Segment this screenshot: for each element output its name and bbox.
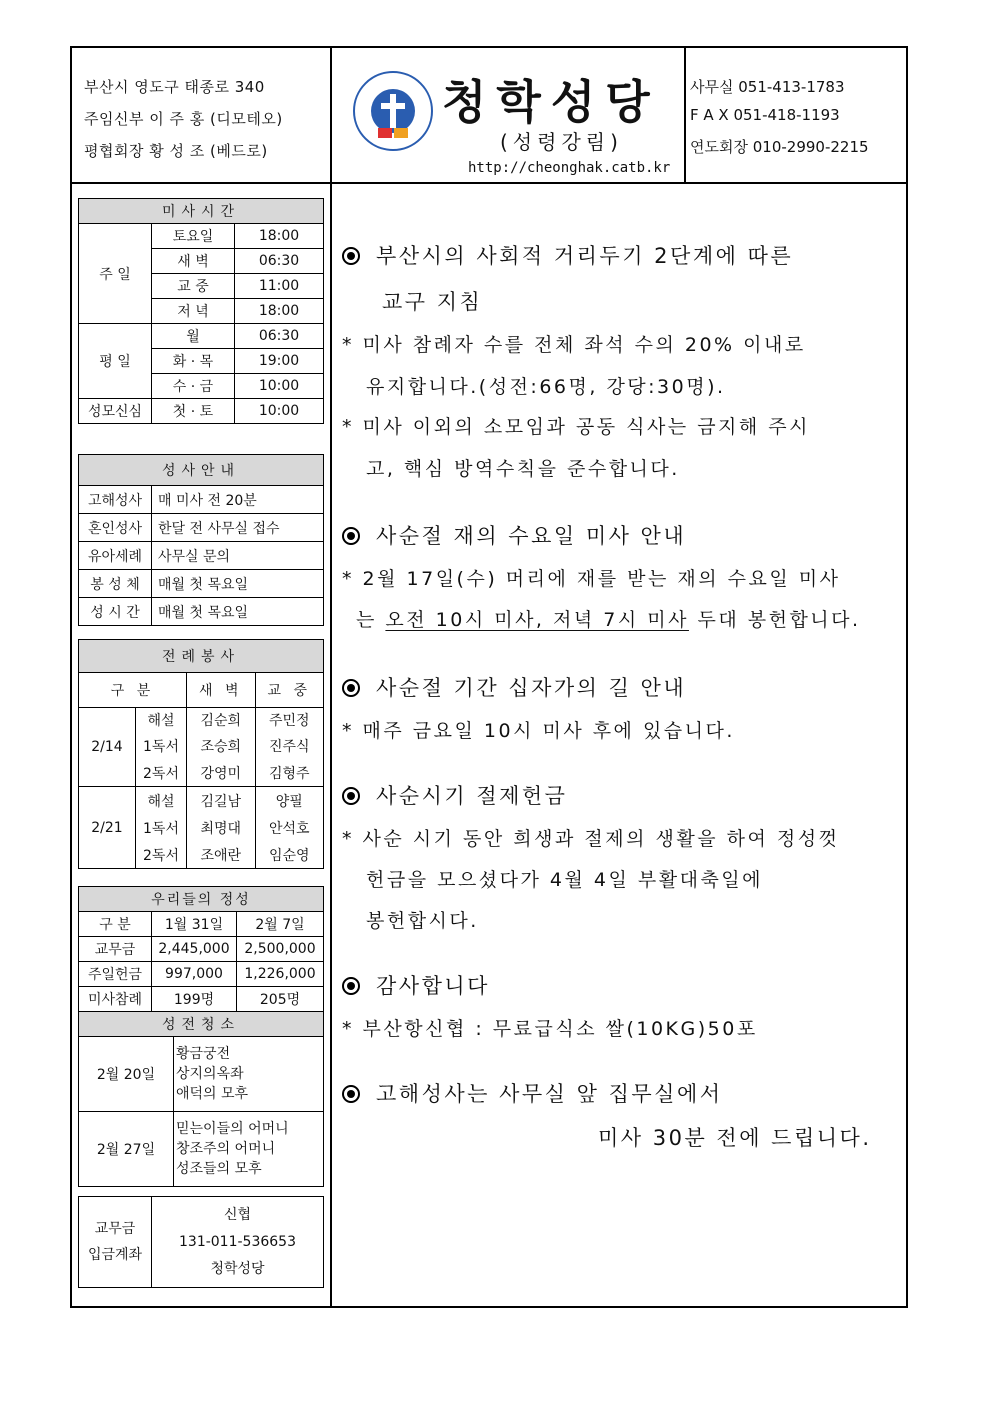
liturgy-role: 해설 xyxy=(136,787,187,815)
liturgy-server: 주민정 xyxy=(255,708,324,733)
offering-label: 주일헌금 xyxy=(79,962,152,987)
liturgy-server: 최명대 xyxy=(187,814,256,841)
notice-heading-cont: 미사 30분 전에 드립니다. xyxy=(598,1126,872,1150)
offering-value: 2,445,000 xyxy=(152,937,237,962)
mass-times-title: 미사시간 xyxy=(79,199,324,224)
notice-line: 고, 핵심 방역수칙을 준수합니다. xyxy=(366,458,680,480)
liturgical-day: (성령강림) xyxy=(500,130,623,154)
cleaning-group: 상지의옥좌 xyxy=(176,1066,244,1082)
sacrament-label: 혼인성사 xyxy=(79,514,152,542)
offering-value: 1,226,000 xyxy=(237,962,324,987)
liturgy-server: 안석호 xyxy=(255,814,324,841)
liturgy-role: 2독서 xyxy=(136,841,187,869)
offering-label: 교무금 xyxy=(79,937,152,962)
sunday-label: 주 일 xyxy=(79,224,152,324)
liturgy-service-table xyxy=(78,639,324,869)
cleaning-table xyxy=(78,1011,324,1187)
header-info xyxy=(72,48,332,182)
mass-time: 10:00 xyxy=(235,399,324,424)
offerings-col-header: 1월 31일 xyxy=(152,912,237,937)
sacrament-label: 유아세례 xyxy=(79,542,152,570)
mass-day: 저 녁 xyxy=(152,299,235,324)
notice-line: 유지합니다.(성전:66명, 강당:30명). xyxy=(366,376,726,398)
offering-value: 2,500,000 xyxy=(237,937,324,962)
cleaning-group: 믿는이들의 어머니 xyxy=(176,1121,289,1137)
fax-number: F A X 051-418-1193 xyxy=(690,106,840,124)
mass-day: 새 벽 xyxy=(152,249,235,274)
council-president: 평협회장 황 성 조 (베드로) xyxy=(84,142,268,160)
offering-value: 205명 xyxy=(237,987,324,1012)
notice-heading: 사순시기 절제헌금 xyxy=(342,780,567,810)
mass-day: 화 · 목 xyxy=(152,349,235,374)
mass-day: 교 중 xyxy=(152,274,235,299)
liturgy-server: 양필 xyxy=(255,787,324,815)
mass-time: 06:30 xyxy=(235,249,324,274)
church-name: 청학성당 xyxy=(442,75,660,129)
liturgy-server: 김형주 xyxy=(255,759,324,787)
notice-line: 헌금을 모으셨다가 4월 4일 부활대축일에 xyxy=(366,869,763,891)
cleaning-group: 성조들의 모후 xyxy=(176,1161,262,1177)
bullet-icon xyxy=(342,679,360,697)
cleaning-group: 황금궁전 xyxy=(176,1046,231,1062)
liturgy-server: 진주식 xyxy=(255,732,324,759)
liturgy-server: 조애란 xyxy=(187,841,256,869)
sacrament-info: 사무실 문의 xyxy=(152,542,324,570)
sacraments-table xyxy=(78,454,324,626)
offering-value: 997,000 xyxy=(152,962,237,987)
mass-time: 19:00 xyxy=(235,349,324,374)
header-contacts xyxy=(686,48,906,182)
notice-line: * 2월 17일(수) 머리에 재를 받는 재의 수요일 미사 xyxy=(342,568,841,590)
sacrament-label: 고해성사 xyxy=(79,486,152,514)
notice-line: * 사순 시기 동안 희생과 절제의 생활을 하여 정성껏 xyxy=(342,828,840,850)
mass-day: 토요일 xyxy=(152,224,235,249)
liturgy-col-header: 새 벽 xyxy=(187,673,256,708)
mass-day: 월 xyxy=(152,324,235,349)
mass-time: 18:00 xyxy=(235,299,324,324)
liturgy-role: 2독서 xyxy=(136,759,187,787)
mass-time: 10:00 xyxy=(235,374,324,399)
bulletin-frame xyxy=(70,46,908,1308)
mass-day: 첫 · 토 xyxy=(152,399,235,424)
address: 부산시 영도구 태종로 340 xyxy=(84,78,265,96)
bank-name: 신협 xyxy=(223,1206,252,1223)
offerings-col-header: 2월 7일 xyxy=(237,912,324,937)
header-title-block xyxy=(332,48,686,182)
liturgy-title: 전례봉사 xyxy=(79,640,324,673)
bullet-icon xyxy=(342,787,360,805)
sacrament-info: 한달 전 사무실 접수 xyxy=(152,514,324,542)
notice-line: 봉헌합시다. xyxy=(366,910,479,932)
notice-line: * 부산항신협 : 무료급식소 쌀(10KG)50포 xyxy=(342,1018,758,1040)
account-label: 교무금 xyxy=(94,1221,136,1237)
notice-line: 는 오전 10시 미사, 저녁 7시 미사 두대 봉헌합니다. xyxy=(356,609,861,631)
bullet-icon xyxy=(342,527,360,545)
church-logo-icon xyxy=(352,70,434,152)
weekday-label: 평 일 xyxy=(79,324,152,399)
pastor: 주임신부 이 주 홍 (디모테오) xyxy=(84,110,283,128)
offerings-col-header: 구 분 xyxy=(79,912,152,937)
mass-times-table xyxy=(78,198,324,424)
account-label: 입금계좌 xyxy=(87,1247,143,1263)
account-holder: 청학성당 xyxy=(210,1260,265,1277)
notice-emphasis: 오전 10시 미사, 저녁 7시 미사 xyxy=(385,609,689,631)
notices xyxy=(332,184,906,1306)
liturgy-date: 2/14 xyxy=(79,708,136,787)
bullet-icon xyxy=(342,1085,360,1103)
mass-time: 06:30 xyxy=(235,324,324,349)
offerings-table xyxy=(78,886,324,1012)
account-table xyxy=(78,1196,324,1288)
sacrament-label: 봉 성 체 xyxy=(79,570,152,598)
sacraments-title: 성사안내 xyxy=(79,455,324,486)
liturgy-role: 1독서 xyxy=(136,732,187,759)
website-link[interactable]: http://cheonghak.catb.kr xyxy=(468,160,671,176)
offering-value: 199명 xyxy=(152,987,237,1012)
youth-phone: 연도회장 010-2990-2215 xyxy=(690,138,869,156)
mass-time: 18:00 xyxy=(235,224,324,249)
cleaning-title: 성전청소 xyxy=(79,1012,324,1037)
liturgy-server: 강영미 xyxy=(187,759,256,787)
notice-heading: 부산시의 사회적 거리두기 2단계에 따른 xyxy=(342,240,793,270)
liturgy-col-header: 교 중 xyxy=(255,673,324,708)
sidebar xyxy=(72,184,332,1306)
cleaning-date: 2월 27일 xyxy=(79,1112,174,1187)
office-phone: 사무실 051-413-1783 xyxy=(690,78,845,96)
cleaning-group: 애덕의 모후 xyxy=(176,1086,249,1102)
notice-heading: 사순절 재의 수요일 미사 안내 xyxy=(342,520,686,550)
sacrament-info: 매월 첫 목요일 xyxy=(152,570,324,598)
notice-heading-cont: 교구 지침 xyxy=(382,290,483,314)
liturgy-role: 해설 xyxy=(136,708,187,733)
notice-line: * 매주 금요일 10시 미사 후에 있습니다. xyxy=(342,720,735,742)
cleaning-date: 2월 20일 xyxy=(79,1037,174,1112)
notice-heading: 사순절 기간 십자가의 길 안내 xyxy=(342,672,686,702)
account-number: 131-011-536653 xyxy=(179,1233,296,1250)
liturgy-role: 1독서 xyxy=(136,814,187,841)
sacrament-info: 매월 첫 목요일 xyxy=(152,598,324,626)
offerings-title: 우리들의 정성 xyxy=(79,887,324,912)
bullet-icon xyxy=(342,977,360,995)
header xyxy=(72,48,906,184)
mass-day: 수 · 금 xyxy=(152,374,235,399)
notice-heading: 감사합니다 xyxy=(342,970,490,1000)
sacrament-label: 성 시 간 xyxy=(79,598,152,626)
liturgy-col-header: 구 분 xyxy=(79,673,187,708)
sacrament-info: 매 미사 전 20분 xyxy=(152,486,324,514)
liturgy-server: 김순희 xyxy=(187,708,256,733)
liturgy-server: 임순영 xyxy=(255,841,324,869)
notice-line: * 미사 이외의 소모임과 공동 식사는 금지해 주시 xyxy=(342,416,811,438)
notice-line: * 미사 참례자 수를 전체 좌석 수의 20% 이내로 xyxy=(342,334,806,356)
liturgy-server: 조승희 xyxy=(187,732,256,759)
marian-label: 성모신심 xyxy=(79,399,152,424)
offering-label: 미사참례 xyxy=(79,987,152,1012)
bullet-icon xyxy=(342,247,360,265)
cleaning-group: 창조주의 어머니 xyxy=(176,1141,276,1157)
notice-heading: 고해성사는 사무실 앞 집무실에서 xyxy=(342,1078,723,1108)
liturgy-server: 김길남 xyxy=(187,787,256,815)
mass-time: 11:00 xyxy=(235,274,324,299)
liturgy-date: 2/21 xyxy=(79,787,136,869)
